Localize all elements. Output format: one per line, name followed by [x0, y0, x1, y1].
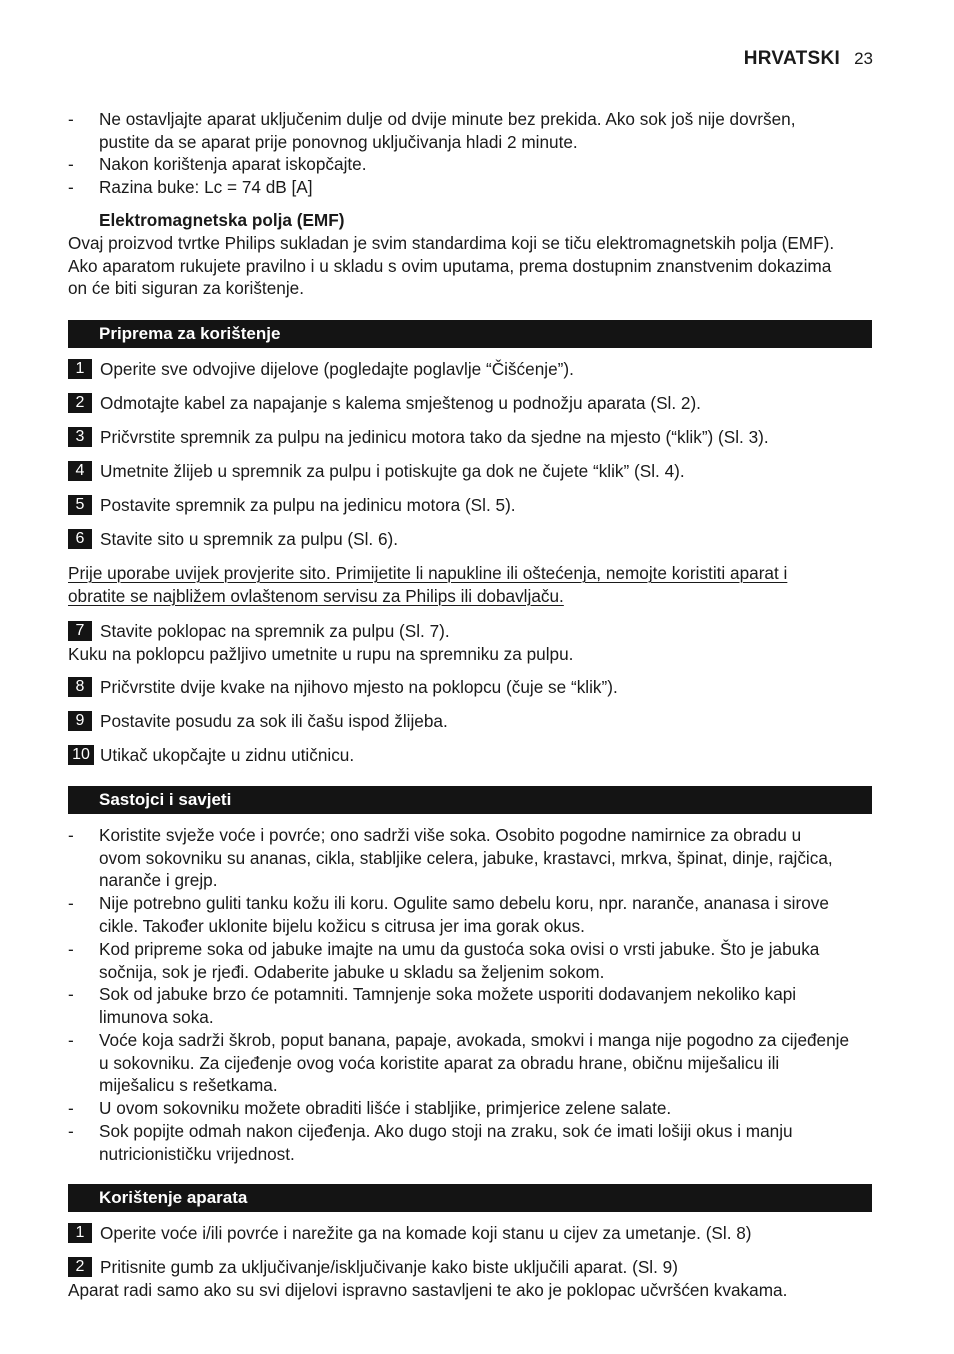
step-text: Odmotajte kabel za napajanje s kalema smještenog u podnožju aparata (Sl. 2).: [100, 393, 701, 413]
warning-paragraph: [68, 562, 874, 607]
text-line: ovom sokovniku su ananas, cikla, stabljike celera, jabuke, krastavci, mrkva, špinat, dinje, rajčica,: [99, 847, 833, 868]
text-line: naranče i grejp.: [99, 870, 218, 891]
step-text: Utikač ukopčajte u zidnu utičnicu.: [100, 745, 355, 765]
step-number: 7: [68, 621, 92, 641]
list-item: [99, 938, 874, 983]
text-line: sočnija, sok je rjeđi. Odaberite jabuke u skladu sa željenim sokom.: [99, 961, 605, 982]
text-line: Nije potrebno guliti tanku kožu ili koru. Ogulite samo debelu koru, npr. naranče, ananasa i sirove: [99, 893, 829, 913]
text-line: nutricionističku vrijednost.: [99, 1143, 295, 1164]
bullet-dash: -: [68, 109, 74, 129]
step-text: Stavite sito u spremnik za pulpu (Sl. 6).: [100, 529, 399, 549]
text-line: Kod pripreme soka od jabuke imajte na umu da gustoća soka ovisi o vrsti jabuke. Što je jabuka: [99, 939, 820, 959]
list-item: [99, 983, 874, 1028]
step-number: 1: [68, 1223, 92, 1243]
warning-line: Prije uporabe uvijek provjerite sito. Primijetite li napukline ili oštećenja, nemojte koristiti aparat i: [68, 563, 788, 583]
step-text: Umetnite žlijeb u spremnik za pulpu i potiskujte ga dok ne čujete “klik” (Sl. 4).: [100, 461, 685, 481]
text-line: Ovaj proizvod tvrtke Philips sukladan je svim standardima koji se tiču elektromagnetskih polja (EMF).: [68, 233, 835, 253]
bullet-dash: -: [68, 893, 74, 913]
bullet-dash: -: [68, 1030, 74, 1050]
text-line: Voće koja sadrži škrob, poput banana, papaje, avokada, smokvi i manga nije pogodno za cijeđenje: [99, 1030, 850, 1050]
step-number: 1: [68, 359, 92, 379]
text-line: Sok popijte odmah nakon cijeđenja. Ako dugo stoji na zraku, sok će imati lošiji okus i manju: [99, 1121, 793, 1141]
page-header: [744, 48, 873, 71]
text-line: Nakon korištenja aparat iskopčajte.: [99, 154, 367, 174]
step-number: 5: [68, 495, 92, 515]
step-text: Pričvrstite spremnik za pulpu na jedinicu motora tako da sjedne na mjesto (“klik”) (Sl. 3).: [100, 427, 769, 447]
step-note: Aparat radi samo ako su svi dijelovi ispravno sastavljeni te ako je poklopac učvršćen kvakama.: [68, 1280, 788, 1300]
section-title-sastojci: Sastojci i savjeti: [68, 786, 872, 814]
step-note: Kuku na poklopcu pažljivo umetnite u rupu na spremniku za pulpu.: [68, 644, 574, 664]
text-line: Koristite svježe voće i povrće; ono sadrži više soka. Osobito pogodne namirnice za obradu u: [99, 825, 802, 845]
text-line: miješalicu s rešetkama.: [99, 1075, 278, 1096]
text-line: Ako aparatom rukujete pravilno i u skladu s ovim uputama, prema dostupnim znanstvenim dokazima: [68, 255, 832, 276]
text-line: Ne ostavljajte aparat uključenim dulje od dvije minute bez prekida. Ako sok još nije dovršen,: [99, 109, 796, 129]
step-text: Postavite spremnik za pulpu na jedinicu motora (Sl. 5).: [100, 495, 516, 515]
text-line: on će biti siguran za korištenje.: [68, 278, 304, 299]
text-line: Razina buke: Lc = 74 dB [A]: [99, 177, 313, 197]
step-text: Operite voće i/ili povrće i narežite ga na komade koji stanu u cijev za umetanje. (Sl. 8): [100, 1223, 752, 1243]
step-text: Stavite poklopac na spremnik za pulpu (Sl. 7).: [100, 621, 450, 641]
step-text: Postavite posudu za sok ili čašu ispod žlijeba.: [100, 711, 448, 731]
text-line: cikle. Također uklonite bijelu kožicu s citrusa jer ima gorak okus.: [99, 915, 585, 936]
step-number: 10: [68, 745, 94, 765]
list-item: [99, 176, 874, 199]
list-item: [99, 1097, 874, 1120]
emf-paragraph: [68, 232, 874, 300]
step-number: 2: [68, 393, 92, 413]
page-number: 23: [854, 49, 873, 68]
step-number: 4: [68, 461, 92, 481]
text-line: U ovom sokovniku možete obraditi lišće i stabljike, primjerice zelene salate.: [99, 1098, 672, 1118]
list-item: [99, 824, 874, 892]
section-title-priprema: Priprema za korištenje: [68, 320, 872, 348]
bullet-dash: -: [68, 939, 74, 959]
step-number: 9: [68, 711, 92, 731]
text-line: Sok od jabuke brzo će potamniti. Tamnjenje soka možete usporiti dodavanjem nekoliko kapi: [99, 984, 797, 1004]
bullet-dash: -: [68, 177, 74, 197]
step-number: 8: [68, 677, 92, 697]
list-item: [99, 1029, 874, 1097]
text-line: u sokovniku. Za cijeđenje ovog voća koristite aparat za obradu hrane, običnu miješalicu ili: [99, 1052, 780, 1073]
list-item: [99, 1120, 874, 1165]
step-text: Pričvrstite dvije kvake na njihovo mjesto na poklopcu (čuje se “klik”).: [100, 677, 618, 697]
emf-heading: Elektromagnetska polja (EMF): [99, 210, 345, 230]
bullet-dash: -: [68, 154, 74, 174]
bullet-dash: -: [68, 1121, 74, 1141]
list-item: [99, 108, 874, 153]
bullet-dash: -: [68, 825, 74, 845]
bullet-dash: -: [68, 984, 74, 1004]
step-number: 3: [68, 427, 92, 447]
warning-line: obratite se najbližem ovlaštenom servisu za Philips ili dobavljaču.: [68, 585, 564, 606]
text-line: pustite da se aparat prije ponovnog uključivanja hladi 2 minute.: [99, 131, 578, 152]
text-line: limunova soka.: [99, 1006, 214, 1027]
step-number: 6: [68, 529, 92, 549]
step-text: Pritisnite gumb za uključivanje/isključivanje kako biste uključili aparat. (Sl. 9): [100, 1257, 678, 1277]
section-title-koristenje: Korištenje aparata: [68, 1184, 872, 1212]
list-item: [99, 153, 874, 176]
language-label: HRVATSKI: [743, 48, 841, 69]
step-number: 2: [68, 1257, 92, 1277]
list-item: [99, 892, 874, 937]
bullet-dash: -: [68, 1098, 74, 1118]
step-text: Operite sve odvojive dijelove (pogledajte poglavlje “Čišćenje”).: [100, 359, 574, 379]
